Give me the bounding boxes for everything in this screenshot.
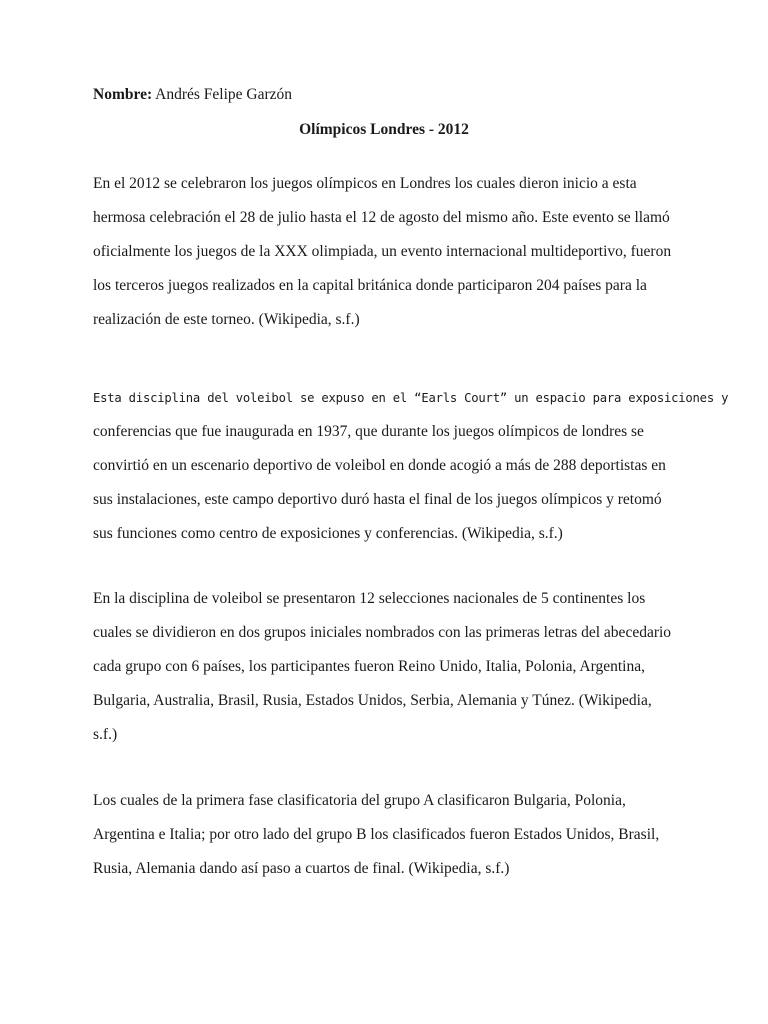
paragraph-2 — [93, 381, 729, 551]
paragraph-line: cada grupo con 6 países, los participantes fueron Reino Unido, Italia, Polonia, Argentina, — [93, 658, 645, 675]
paragraph-line: Rusia, Alemania dando así paso a cuartos de final. (Wikipedia, s.f.) — [93, 860, 510, 877]
author-label: Nombre: — [93, 86, 153, 103]
paragraph-line: conferencias que fue inaugurada en 1937, que durante los juegos olímpicos de londres se — [93, 423, 644, 440]
paragraph-line: oficialmente los juegos de la XXX olimpiada, un evento internacional multideportivo, fueron — [93, 243, 672, 260]
paragraph-line: En el 2012 se celebraron los juegos olímpicos en Londres los cuales dieron inicio a esta — [93, 175, 637, 192]
paragraph-line: sus funciones como centro de exposiciones y conferencias. (Wikipedia, s.f.) — [93, 525, 563, 542]
paragraph-line: Bulgaria, Australia, Brasil, Rusia, Estados Unidos, Serbia, Alemania y Túnez. (Wikipedia, — [93, 692, 652, 709]
paragraph-1 — [93, 167, 683, 337]
paragraph-line: los terceros juegos realizados en la capital británica donde participaron 204 países para la — [93, 277, 647, 294]
document-title: Olímpicos Londres - 2012 — [299, 121, 469, 138]
paragraph-line: realización de este torneo. (Wikipedia, s.f.) — [93, 311, 360, 328]
paragraph-line: s.f.) — [93, 726, 118, 743]
paragraph-line: En la disciplina de voleibol se presentaron 12 selecciones nacionales de 5 continentes los — [93, 590, 646, 607]
paragraph-line: convirtió en un escenario deportivo de voleibol en donde acogió a más de 288 deportistas en — [93, 457, 666, 474]
paragraph-line: Argentina e Italia; por otro lado del grupo B los clasificados fueron Estados Unidos, Brasil, — [93, 826, 660, 843]
paragraph-4 — [93, 784, 683, 886]
paragraph-3 — [93, 582, 683, 752]
paragraph-line: Los cuales de la primera fase clasificatoria del grupo A clasificaron Bulgaria, Polonia, — [93, 792, 626, 809]
paragraph-line: hermosa celebración el 28 de julio hasta el 12 de agosto del mismo año. Este evento se llamó — [93, 209, 670, 226]
author-name: Andrés Felipe Garzón — [152, 86, 293, 103]
author-line — [93, 86, 292, 104]
paragraph-line-typewriter: Esta disciplina del voleibol se expuso en el “Earls Court” un espacio para exposiciones y — [93, 391, 729, 405]
paragraph-line: sus instalaciones, este campo deportivo duró hasta el final de los juegos olímpicos y retomó — [93, 491, 662, 508]
paragraph-line: cuales se dividieron en dos grupos iniciales nombrados con las primeras letras del abecedario — [93, 624, 672, 641]
